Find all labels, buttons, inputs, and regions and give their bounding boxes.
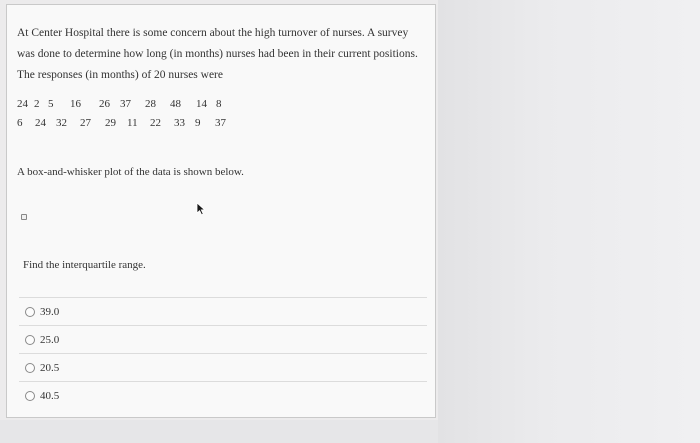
option-label: 25.0 xyxy=(40,333,60,346)
question-text: At Center Hospital there is some concern about the high turnover of nurses. A survey was done to determine how long (in months) nurses had been in their current positions. The responses (in months) of 20 nurses were xyxy=(17,27,418,81)
answer-option[interactable] xyxy=(19,353,427,381)
data-cell: 24 xyxy=(35,117,46,129)
data-cell: 28 xyxy=(145,98,156,110)
data-cell: 2 xyxy=(34,98,40,110)
data-cell: 11 xyxy=(127,117,138,129)
question-prompt: Find the interquartile range. xyxy=(23,259,146,271)
data-cell: 33 xyxy=(174,117,185,129)
answer-option[interactable] xyxy=(19,381,427,409)
data-cell: 26 xyxy=(99,98,110,110)
broken-image-icon xyxy=(21,214,27,220)
bottom-strip xyxy=(0,420,438,443)
option-label: 40.5 xyxy=(40,389,60,402)
box-plot-caption: A box-and-whisker plot of the data is shown below. xyxy=(17,166,244,178)
radio-button[interactable] xyxy=(25,307,35,317)
mouse-pointer-icon xyxy=(196,202,208,216)
data-cell: 9 xyxy=(195,117,201,129)
data-cell: 6 xyxy=(17,117,23,129)
data-cell: 48 xyxy=(170,98,181,110)
question-card xyxy=(6,4,436,418)
data-cell: 14 xyxy=(196,98,207,110)
data-cell: 8 xyxy=(216,98,222,110)
data-cell: 16 xyxy=(70,98,81,110)
data-cell: 5 xyxy=(48,98,54,110)
answer-option[interactable] xyxy=(19,325,427,353)
option-label: 39.0 xyxy=(40,305,60,318)
radio-button[interactable] xyxy=(25,391,35,401)
data-table xyxy=(17,95,231,133)
right-empty-panel xyxy=(438,0,700,443)
data-cell: 32 xyxy=(56,117,67,129)
data-cell: 37 xyxy=(120,98,131,110)
answer-option[interactable] xyxy=(19,297,427,325)
data-cell: 24 xyxy=(17,98,28,110)
radio-button[interactable] xyxy=(25,363,35,373)
data-cell: 27 xyxy=(80,117,91,129)
option-label: 20.5 xyxy=(40,361,60,374)
radio-button[interactable] xyxy=(25,335,35,345)
data-cell: 37 xyxy=(215,117,226,129)
data-row-2 xyxy=(17,114,231,133)
answer-options xyxy=(19,297,427,409)
data-row-1 xyxy=(17,95,231,114)
data-cell: 29 xyxy=(105,117,116,129)
data-cell: 22 xyxy=(150,117,161,129)
